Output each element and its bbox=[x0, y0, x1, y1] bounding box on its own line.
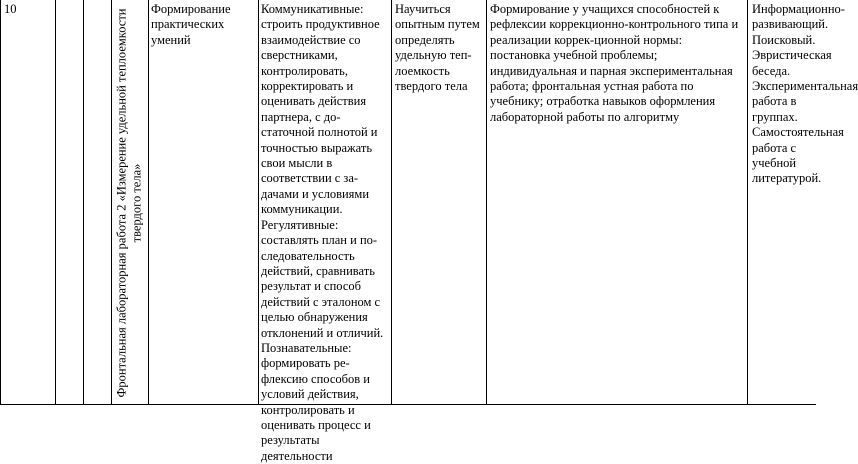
table-column-divider bbox=[55, 0, 56, 405]
topic-cell bbox=[112, 0, 148, 405]
table-border-left bbox=[0, 0, 1, 405]
lesson-goal: Научиться опытным путем определять удельную теп-лоемкость твердого тела bbox=[395, 2, 480, 94]
table-column-divider bbox=[747, 0, 748, 405]
table-column-divider bbox=[391, 0, 392, 405]
teaching-methods: Информационно-развивающий. Поисковый. Эвристическая беседа. Экспериментальная работа в группах. Самостоятельная работа с учебной литературой. bbox=[752, 2, 858, 186]
lesson-type: Формирование практических умений bbox=[151, 2, 231, 47]
lesson-topic: Фронтальная лабораторная работа 2 «Измерение удельной теплоемкости твердого тела» bbox=[114, 8, 144, 397]
table-column-divider bbox=[258, 0, 259, 405]
table-column-divider bbox=[148, 0, 149, 405]
table-column-divider bbox=[83, 0, 84, 405]
learning-outcomes-uud: Коммуникативные: строить продуктивное взаимодействие со сверстниками, контролировать, корректировать и оценивать действия партнера, с до-статочной полнотой и точностью выражать свои мысли в соответствии с за-дачами и условиями коммуникации. Регулятивные: составлять план и по-следовательность действий, сравнивать результат и способ действий с эталоном с целью обнаружения отклонений и отличий. Познавательные: формировать ре-флексию способов и условий действия, контролировать и оценивать процесс и результаты деятельности bbox=[261, 2, 384, 463]
student-activities: Формирование у учащихся способностей к рефлексии коррекционно-контрольного типа и реализации коррек-ционной нормы: постановка учебной проблемы; индивидуальная и парная экспериментальная работа; фронтальная устная работа по учебнику; отработка навыков оформления лабораторной работы по алгоритму bbox=[490, 2, 739, 124]
table-column-divider bbox=[486, 0, 487, 405]
row-number: 10 bbox=[4, 2, 17, 16]
